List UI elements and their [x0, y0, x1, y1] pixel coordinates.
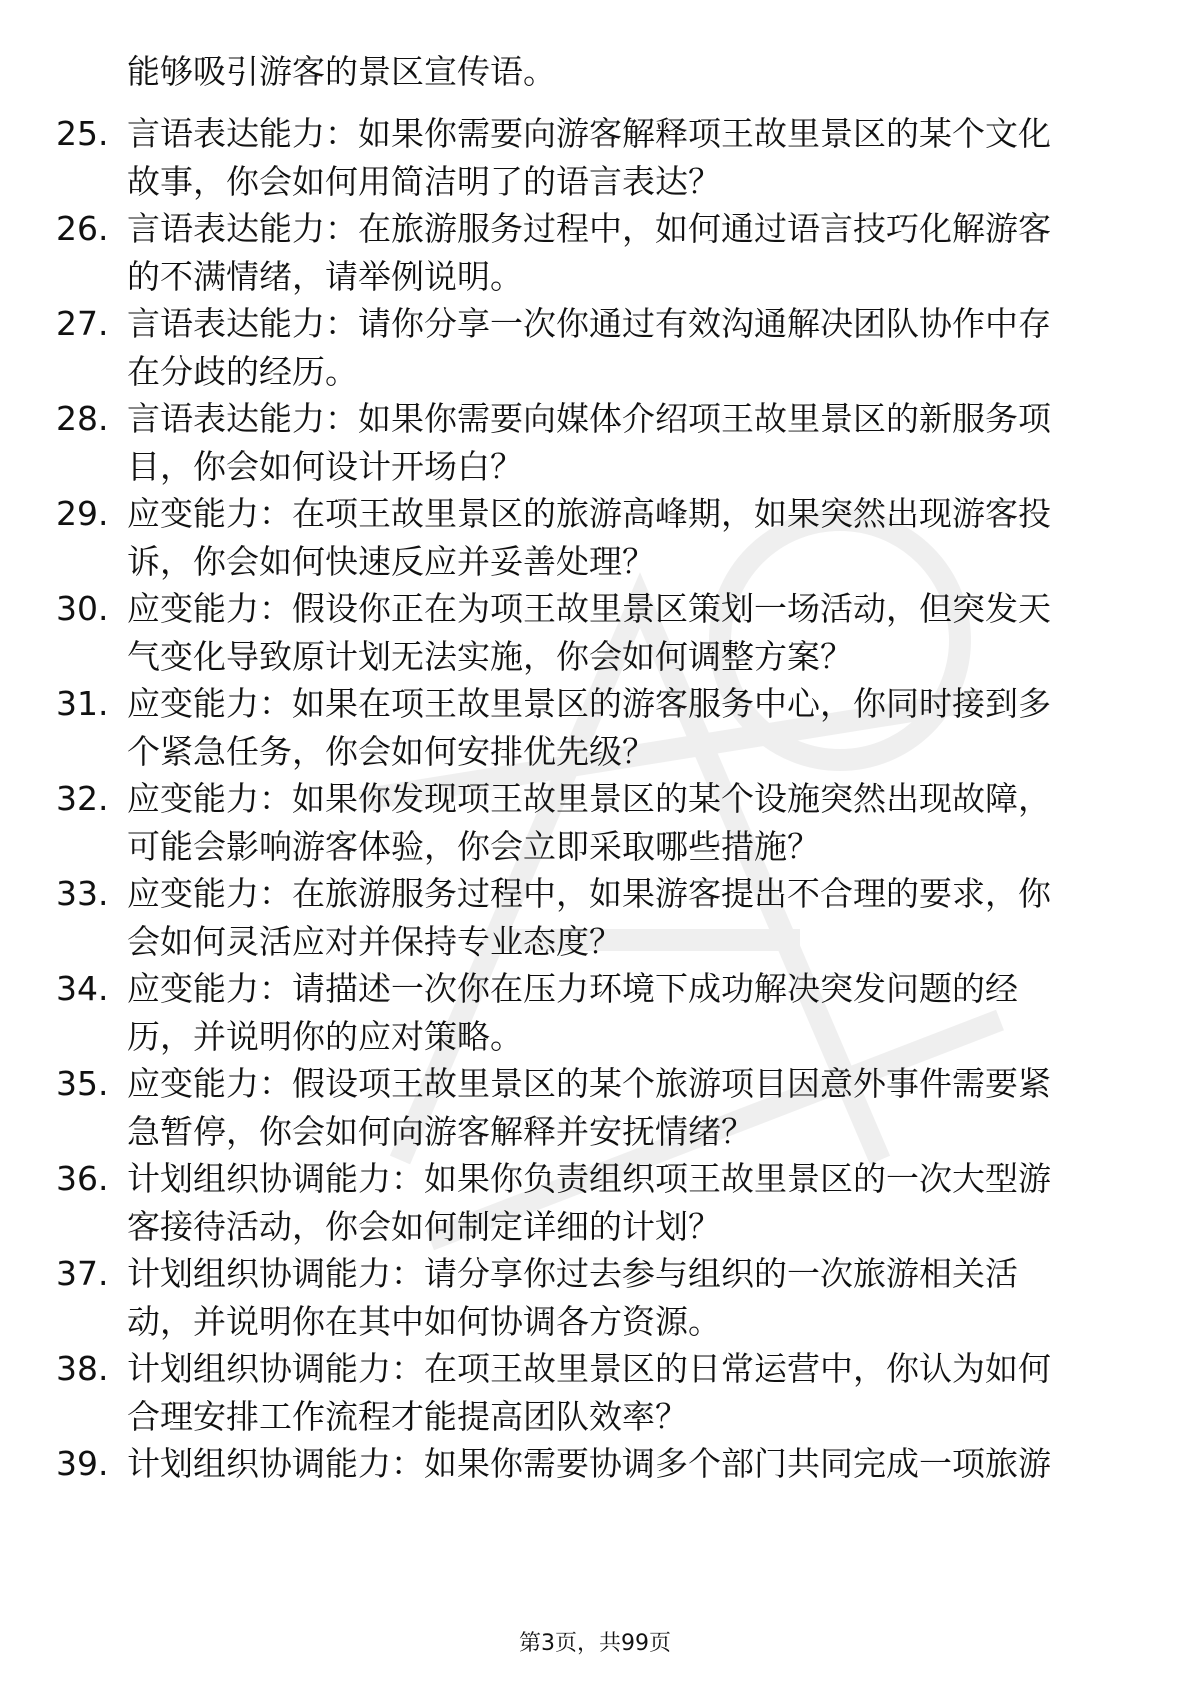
- question-number: 32.: [56, 779, 109, 818]
- question-text-line: 的不满情绪，请举例说明。: [127, 257, 523, 296]
- question-number: 30.: [56, 589, 109, 628]
- question-text: [127, 1250, 1127, 1346]
- question-text-line: 计划组织协调能力：在项王故里景区的日常运营中，你认为如何: [127, 1349, 1051, 1388]
- question-text: [127, 965, 1127, 1061]
- continued-question-text: 能够吸引游客的景区宣传语。: [127, 52, 556, 91]
- question-number: 38.: [56, 1349, 109, 1388]
- question-text: [127, 1060, 1127, 1156]
- question-text: [127, 680, 1127, 776]
- question-text-line: 应变能力：如果你发现项王故里景区的某个设施突然出现故障，: [127, 779, 1051, 818]
- question-number: 37.: [56, 1254, 109, 1293]
- question-text: [127, 300, 1127, 396]
- question-text-line: 应变能力：请描述一次你在压力环境下成功解决突发问题的经: [127, 969, 1018, 1008]
- question-text-line: 目，你会如何设计开场白？: [127, 447, 523, 486]
- question-number: 25.: [56, 114, 109, 153]
- question-number: 26.: [56, 209, 109, 248]
- question-text: [127, 110, 1127, 206]
- question-text-line: 在分歧的经历。: [127, 352, 358, 391]
- question-text-line: 动，并说明你在其中如何协调各方资源。: [127, 1302, 721, 1341]
- question-text-line: 会如何灵活应对并保持专业态度？: [127, 922, 622, 961]
- question-text-line: 言语表达能力：如果你需要向游客解释项王故里景区的某个文化: [127, 114, 1051, 153]
- question-text: [127, 205, 1127, 301]
- question-text-line: 诉，你会如何快速反应并妥善处理？: [127, 542, 655, 581]
- question-text: [127, 775, 1127, 871]
- question-text: [127, 395, 1127, 491]
- question-text: [127, 1155, 1127, 1251]
- question-text-line: 故事，你会如何用简洁明了的语言表达？: [127, 162, 721, 201]
- question-number: 33.: [56, 874, 109, 913]
- question-text: [127, 1440, 1127, 1488]
- question-number: 39.: [56, 1444, 109, 1483]
- question-text-line: 历，并说明你的应对策略。: [127, 1017, 523, 1056]
- question-text-line: 合理安排工作流程才能提高团队效率？: [127, 1397, 688, 1436]
- question-text-line: 客接待活动，你会如何制定详细的计划？: [127, 1207, 721, 1246]
- question-number: 36.: [56, 1159, 109, 1198]
- question-text-line: 应变能力：假设项王故里景区的某个旅游项目因意外事件需要紧: [127, 1064, 1051, 1103]
- question-text-line: 急暂停，你会如何向游客解释并安抚情绪？: [127, 1112, 754, 1151]
- question-text-line: 计划组织协调能力：请分享你过去参与组织的一次旅游相关活: [127, 1254, 1018, 1293]
- question-text: [127, 870, 1127, 966]
- question-text: [127, 490, 1127, 586]
- question-text-line: 应变能力：在旅游服务过程中，如果游客提出不合理的要求，你: [127, 874, 1051, 913]
- question-text: [127, 585, 1127, 681]
- question-text-line: 计划组织协调能力：如果你负责组织项王故里景区的一次大型游: [127, 1159, 1051, 1198]
- question-text-line: 应变能力：如果在项王故里景区的游客服务中心，你同时接到多: [127, 684, 1051, 723]
- question-number: 27.: [56, 304, 109, 343]
- question-text-line: 言语表达能力：在旅游服务过程中，如何通过语言技巧化解游客: [127, 209, 1051, 248]
- page-footer: 第3页，共99页: [519, 1631, 671, 1656]
- question-number: 35.: [56, 1064, 109, 1103]
- question-text-line: 个紧急任务，你会如何安排优先级？: [127, 732, 655, 771]
- question-text-line: 言语表达能力：如果你需要向媒体介绍项王故里景区的新服务项: [127, 399, 1051, 438]
- question-number: 29.: [56, 494, 109, 533]
- question-text-line: 可能会影响游客体验，你会立即采取哪些措施？: [127, 827, 820, 866]
- question-number: 34.: [56, 969, 109, 1008]
- question-text-line: 言语表达能力：请你分享一次你通过有效沟通解决团队协作中存: [127, 304, 1051, 343]
- question-text-line: 计划组织协调能力：如果你需要协调多个部门共同完成一项旅游: [127, 1444, 1051, 1483]
- question-number: 31.: [56, 684, 109, 723]
- question-text: [127, 1345, 1127, 1441]
- question-text-line: 应变能力：假设你正在为项王故里景区策划一场活动，但突发天: [127, 589, 1051, 628]
- question-number: 28.: [56, 399, 109, 438]
- question-text-line: 气变化导致原计划无法实施，你会如何调整方案？: [127, 637, 853, 676]
- question-text-line: 应变能力：在项王故里景区的旅游高峰期，如果突然出现游客投: [127, 494, 1051, 533]
